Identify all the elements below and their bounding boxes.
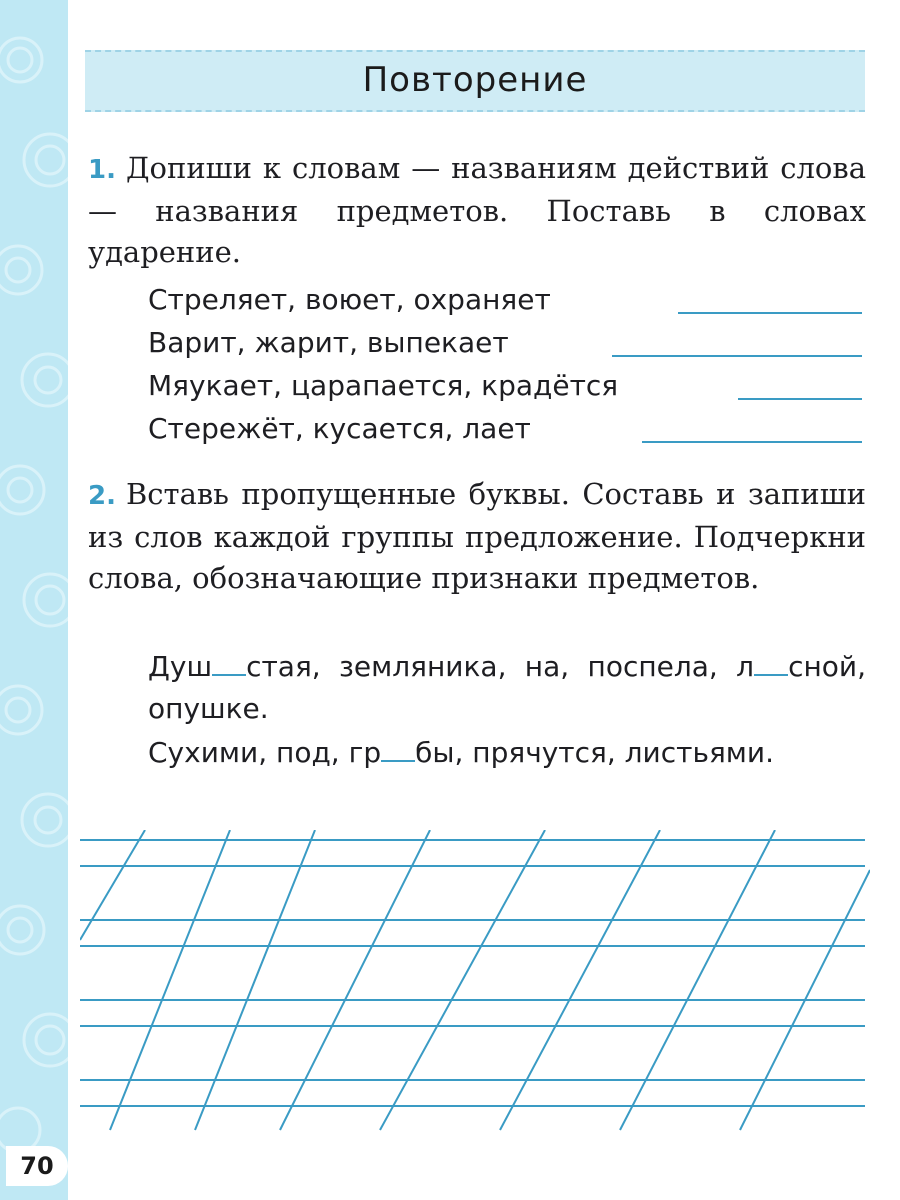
word-fragment: Сухими, под, гр <box>148 736 382 769</box>
writing-grid[interactable] <box>80 830 870 1150</box>
word-group-1 <box>148 646 866 730</box>
answer-blank[interactable] <box>678 312 862 314</box>
decorative-side-band <box>0 0 68 1200</box>
word-line-3 <box>148 364 618 407</box>
word-fragment: Душ <box>148 650 213 683</box>
answer-blank[interactable] <box>738 398 862 400</box>
section-header <box>85 50 865 112</box>
page-number: 70 <box>6 1146 68 1186</box>
page-title: Повторение <box>362 60 588 100</box>
missing-letter-blank[interactable] <box>381 738 415 762</box>
word-line-4 <box>148 407 618 450</box>
word-line-text: Стреляет, воюет, охраняет <box>148 283 551 316</box>
word-line-text: Стережёт, кусается, лает <box>148 412 531 445</box>
task-2-number: 2. <box>88 481 116 511</box>
task-1-instruction <box>88 148 866 273</box>
task-1-word-list <box>148 278 618 450</box>
swirl-pattern <box>0 0 68 1200</box>
answer-blank[interactable] <box>612 355 862 357</box>
answer-blank[interactable] <box>642 441 862 443</box>
word-fragment: стая, земляника, на, поспела, л <box>246 650 755 683</box>
task-1-text: Допиши к словам — названиям действий слова — названия предметов. Поставь в словах ударение. <box>88 151 866 269</box>
word-group-2 <box>148 732 866 774</box>
slant-lines <box>80 830 870 1130</box>
word-line-text: Мяукает, царапается, крадётся <box>148 369 619 402</box>
missing-letter-blank[interactable] <box>754 652 788 676</box>
word-line-1 <box>148 278 618 321</box>
word-fragment: бы, прячутся, листьями. <box>415 736 775 769</box>
word-fragment: сной, опушке. <box>148 650 866 725</box>
word-line-text: Варит, жарит, выпекает <box>148 326 509 359</box>
task-2-instruction <box>88 474 866 599</box>
task-2-text: Вставь пропущенные буквы. Составь и запиши из слов каждой группы предложение. Подчеркни слова, обозначающие признаки предметов. <box>88 477 866 595</box>
word-line-2 <box>148 321 618 364</box>
missing-letter-blank[interactable] <box>212 652 246 676</box>
task-1-number: 1. <box>88 155 116 185</box>
